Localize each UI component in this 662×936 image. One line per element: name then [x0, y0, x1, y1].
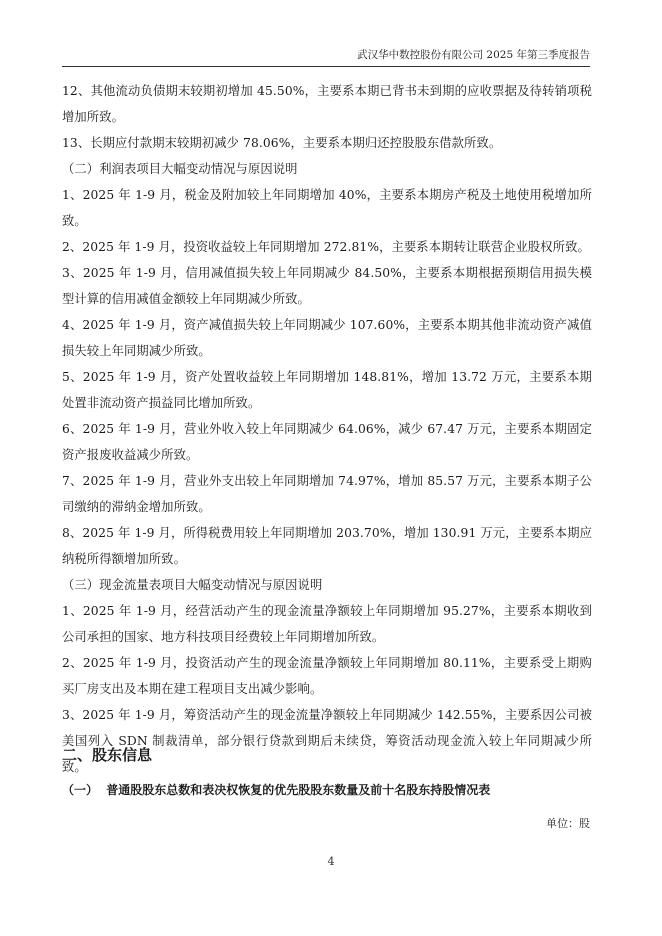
- paragraph-investing-cash-flow: 2、2025 年 1-9 月，投资活动产生的现金流量净额较上年同期增加 80.11%，主要系受上期购买厂房支出及本期在建工程项目支出减少影响。: [62, 656, 592, 696]
- paragraph-taxes-and-surcharges: 1、2025 年 1-9 月，税金及附加较上年同期增加 40%，主要系本期房产税及土地使用税增加所致。: [62, 188, 592, 228]
- section-heading-shareholders: 二、股东信息: [62, 746, 153, 764]
- paragraph-other-current-liabilities: 12、其他流动负债期末较期初增加 45.50%，主要系本期已背书未到期的应收票据及待转销项税增加所致。: [62, 84, 592, 124]
- page-header: 武汉华中数控股份有限公司 2025 年第三季度报告: [357, 49, 590, 61]
- paragraph-income-tax: 8、2025 年 1-9 月，所得税费用较上年同期增加 203.70%，增加 130.91 万元，主要系本期应纳税所得额增加所致。: [62, 526, 592, 566]
- paragraph-non-operating-expenses: 7、2025 年 1-9 月，营业外支出较上年同期增加 74.97%，增加 85.57 万元，主要系本期子公司缴纳的滞纳金增加所致。: [62, 474, 592, 514]
- paragraph-operating-cash-flow: 1、2025 年 1-9 月，经营活动产生的现金流量净额较上年同期增加 95.27%，主要系本期收到公司承担的国家、地方科技项目经费较上年同期增加所致。: [62, 604, 592, 644]
- table-number: （一）: [62, 783, 99, 797]
- subheading-cash-flow: （三）现金流量表项目大幅变动情况与原因说明: [62, 578, 323, 592]
- header-divider: [62, 66, 590, 67]
- page-number: 4: [327, 855, 335, 868]
- paragraph-long-term-payables: 13、长期应付款期末较期初减少 78.06%，主要系本期归还控股股东借款所致。: [62, 136, 502, 150]
- paragraph-asset-disposal-income: 5、2025 年 1-9 月，资产处置收益较上年同期增加 148.81%，增加 13.72 万元，主要系本期处置非流动资产损益同比增加所致。: [62, 370, 592, 410]
- paragraph-investment-income: 2、2025 年 1-9 月，投资收益较上年同期增加 272.81%，主要系本期转让联营企业股权所致。: [62, 240, 590, 254]
- unit-label: 单位：股: [546, 817, 590, 830]
- table-title: 普通股股东总数和表决权恢复的优先股股东数量及前十名股东持股情况表: [106, 783, 491, 797]
- paragraph-asset-impairment: 4、2025 年 1-9 月，资产减值损失较上年同期减少 107.60%，主要系本期其他非流动资产减值损失较上年同期减少所致。: [62, 318, 592, 358]
- document-body: [62, 78, 592, 780]
- paragraph-financing-cash-flow: 3、2025 年 1-9 月，筹资活动产生的现金流量净额较上年同期减少 142.55%，主要系因公司被美国列入 SDN 制裁清单，部分银行贷款到期后未续贷，筹资活动现金流入较上年同期减少所致。: [62, 708, 592, 774]
- subheading-income-statement: （二）利润表项目大幅变动情况与原因说明: [62, 162, 298, 176]
- paragraph-credit-impairment: 3、2025 年 1-9 月，信用减值损失较上年同期减少 84.50%，主要系本期根据预期信用损失模型计算的信用减值金额较上年同期减少所致。: [62, 266, 592, 306]
- table-heading: [62, 781, 490, 798]
- paragraph-non-operating-income: 6、2025 年 1-9 月，营业外收入较上年同期减少 64.06%，减少 67.47 万元，主要系本期固定资产报废收益减少所致。: [62, 422, 592, 462]
